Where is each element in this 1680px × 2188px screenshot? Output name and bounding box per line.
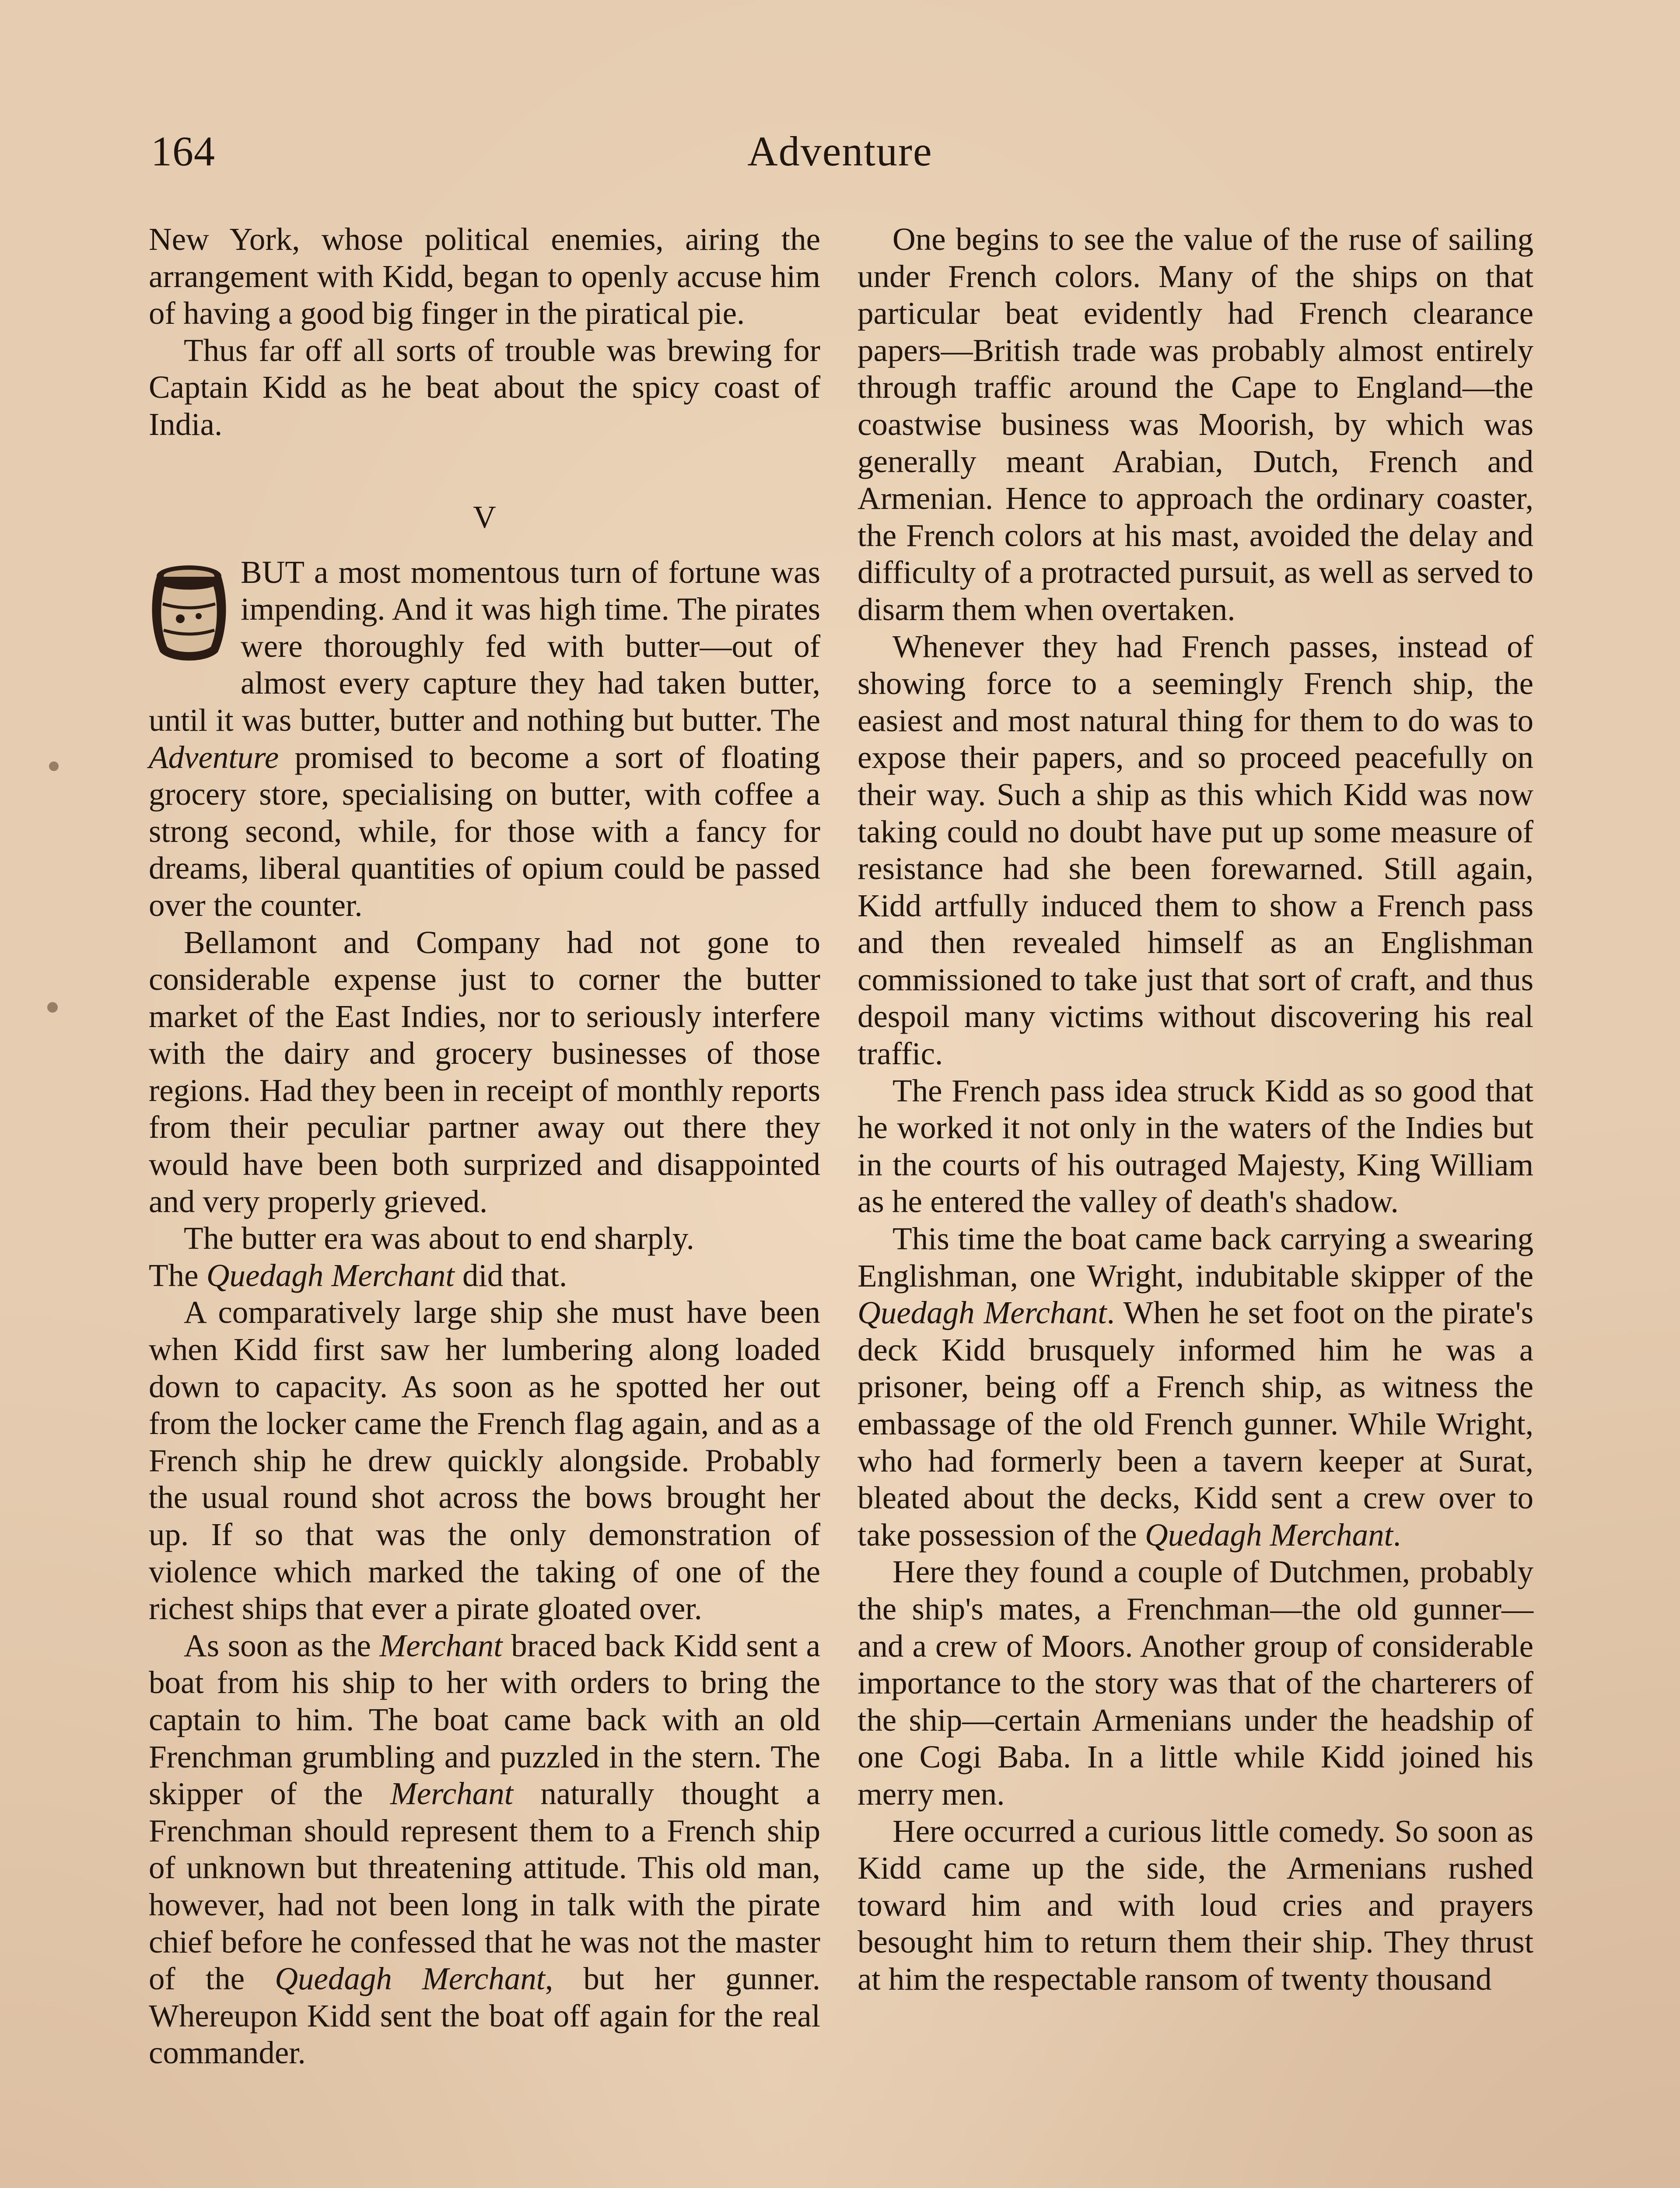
text-run: braced back Kidd sent a boat from his ship to her with orders to bring the captain to him. The boat came back with an old Frenchman grumbling and puzzled in the stern. The skipper of the xyxy=(149,1627,820,1812)
running-title: Adventure xyxy=(747,128,933,175)
ship-name: Quedagh Merchant xyxy=(206,1257,455,1293)
paragraph: Here they found a couple of Dutchmen, probably the ship's mates, a Frenchman—the old gunner—and a crew of Moors. Another group of considerable importance to the story was that of the charterers of the ship—certain Armenians under the headship of one Cogi Baba. In a little while Kidd joined his merry men. xyxy=(858,1554,1533,1812)
paragraph xyxy=(858,1220,1533,1553)
text-run: As soon as the xyxy=(184,1627,380,1663)
paragraph xyxy=(149,1627,820,2072)
section-heading: V xyxy=(473,499,496,535)
paper-blemish xyxy=(47,1002,58,1013)
ship-name: Merchant xyxy=(379,1627,503,1663)
paragraph: The butter era was about to end sharply. xyxy=(184,1220,694,1256)
text-run: did that. xyxy=(454,1257,567,1293)
text-run: The xyxy=(149,1257,206,1293)
ship-name: Quedagh Merchant xyxy=(1144,1517,1393,1553)
paragraph-drop-cap xyxy=(149,554,820,924)
ship-name: Quedagh Merchant xyxy=(858,1295,1107,1331)
text-run: . When he set foot on the pirate's deck Kidd brusquely informed him he was a prisoner, being off a French ship, as witness the embassage of the old French gunner. While Wright, who had formerly been a tavern keeper at Surat, bleated about the decks, Kidd sent a crew over to take possession of the xyxy=(858,1295,1533,1553)
right-column xyxy=(858,221,1533,1998)
ship-name: Merchant xyxy=(390,1776,514,1812)
paragraph: Here occurred a curious little comedy. So soon as Kidd came up the side, the Armenians rushed toward him and with loud cries and prayers besought him to return them their ship. They thrust at him the respectable ransom of twenty thousand xyxy=(858,1813,1533,1997)
page-number: 164 xyxy=(151,128,215,175)
paragraph: A comparatively large ship she must have been when Kidd first saw her lumbering along loaded down to capacity. As soon as he spotted her out from the locker came the French flag again, and as a French ship he drew quickly alongside. Probably the usual round shot across the bows brought her up. If so that was the only demonstration of violence which marked the taking of one of the richest ships that ever a pirate gloated over. xyxy=(149,1294,820,1627)
paragraph xyxy=(149,1257,820,1294)
paragraph: One begins to see the value of the ruse of sailing under French colors. Many of the ships on that particular beat evidently had French clearance papers—British trade was probably almost entirely through traffic around the Cape to England—the coastwise business was Moorish, by which was generally meant Arabian, Dutch, French and Armenian. Hence to approach the ordinary coaster, the French colors at his mast, avoided the delay and difficulty of a protracted pursuit, as well as served to disarm them when overtaken. xyxy=(858,221,1533,627)
butter-barrel-icon xyxy=(145,560,233,665)
paragraph: Whenever they had French passes, instead of showing force to a seemingly French ship, the easiest and most natural thing for them to do was to expose their papers, and so proceed peacefully on their way. Such a ship as this which Kidd was now taking could no doubt have put up some measure of resistance had she been forewarned. Still again, Kidd artfully induced them to show a French pass and then revealed himself as an Englishman commissioned to take just that sort of craft, and thus despoil many victims without discovering his real traffic. xyxy=(858,628,1533,1072)
paragraph: The French pass idea struck Kidd as so good that he worked it not only in the waters of the Indies but in the courts of his outraged Majesty, King William as he entered the valley of death's shadow. xyxy=(858,1073,1533,1220)
ship-name: Adventure xyxy=(149,739,279,775)
paragraph: New York, whose political enemies, airing the arrangement with Kidd, began to openly accuse him of having a good big finger in the piratical pie. xyxy=(149,221,820,331)
paragraph: Thus far off all sorts of trouble was brewing for Captain Kidd as he beat about the spicy coast of India. xyxy=(149,332,820,442)
text-run: . xyxy=(1393,1517,1401,1553)
drop-cap-text: BUT a most momentous turn of fortune was impending. And it was high time. The pirates were thoroughly fed with butter—out of almost every capture they had taken butter, until it was butter, butter and nothing but butter. The xyxy=(149,554,820,738)
ship-name: Quedagh Merchant xyxy=(275,1961,546,1997)
text-run: , but her gunner. Whereupon Kidd sent the boat off again for the real commander. xyxy=(149,1961,820,2071)
text-run: This time the boat came back carrying a swearing Englishman, one Wright, indubitable skipper of the xyxy=(858,1221,1533,1294)
paragraph: Bellamont and Company had not gone to considerable expense just to corner the butter market of the East Indies, nor to seriously interfere with the dairy and grocery businesses of those regions. Had they been in receipt of monthly reports from their peculiar partner away out there they would have been both surprized and disappointed and very properly grieved. xyxy=(149,924,820,1219)
text-run: promised to become a sort of floating grocery store, specialising on butter, with coffee a strong second, while, for those with a fancy for dreams, liberal quantities of opium could be passed over the counter. xyxy=(149,739,820,923)
left-column xyxy=(149,221,820,2072)
paper-blemish xyxy=(49,761,59,771)
text-run: naturally thought a Frenchman should represent them to a French ship of unknown but threatening attitude. This old man, however, had not been long in talk with the pirate chief before he confessed that he was not the master of the xyxy=(149,1776,820,1997)
